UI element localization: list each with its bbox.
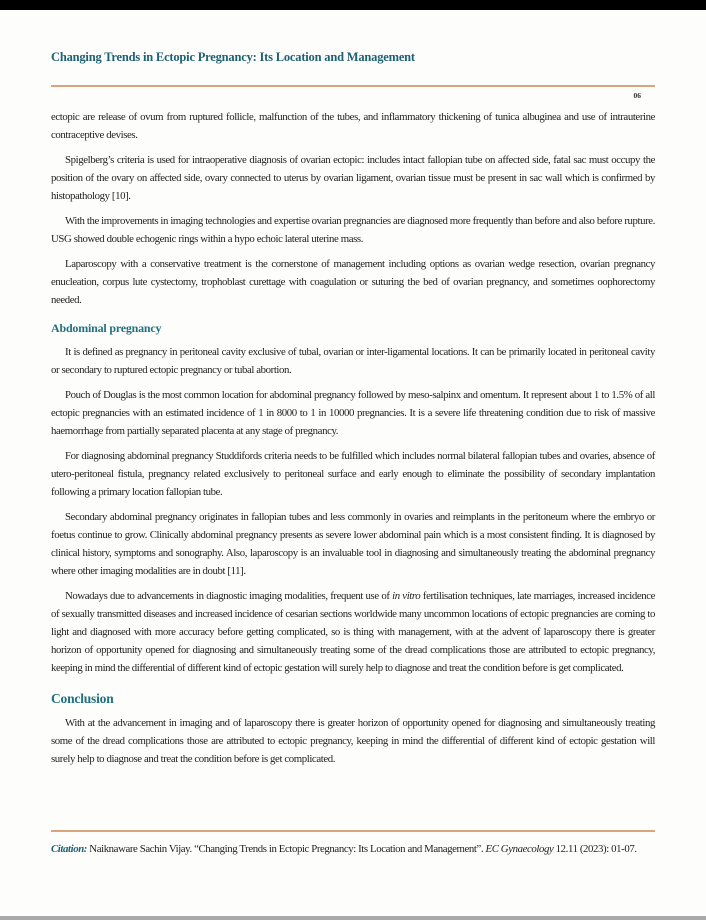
- section-heading-abdominal-pregnancy: Abdominal pregnancy: [51, 321, 162, 335]
- paragraph-abdominal-5: [51, 587, 655, 677]
- paper-page: [0, 10, 706, 916]
- in-vitro-italic-term: in vitro: [392, 590, 421, 602]
- paragraph-abdominal-3: For diagnosing abdominal pregnancy Studdifords criteria needs to be fulfilled which includes normal bilateral fallopian tubes and ovaries, absence of utero-peritoneal fistula, pregnancy related exclusively to peritoneal surface and early enough to eliminate the possibility of secondary implantation following a primary location fallopian tube.: [51, 450, 655, 498]
- footer-rule: [51, 830, 655, 832]
- citation-volume-pages: 12.11 (2023): 01-07.: [553, 843, 637, 855]
- citation-journal-name: EC Gynaecology: [485, 843, 554, 855]
- section-heading-conclusion: Conclusion: [51, 691, 114, 706]
- article-body: [51, 108, 655, 768]
- paragraph-abdominal-1: It is defined as pregnancy in peritoneal cavity exclusive of tubal, ovarian or inter-ligamental locations. It can be primarily located in peritoneal cavity or secondary to ruptured ectopic pregnancy or tubal abortion.: [51, 346, 655, 376]
- paragraph-abdominal-2: Pouch of Douglas is the most common location for abdominal pregnancy followed by meso-salpinx and omentum. It represent about 1 to 1.5% of all ectopic pregnancies with an estimated incidence of 1 in 8000 to 1 in 10000 pregnancies. It is a severe life threatening condition due to risk of massive haemorrhage from partially separated placenta at any stage of pregnancy.: [51, 389, 655, 437]
- paragraph-conclusion-1: With at the advancement in imaging and of laparoscopy there is greater horizon of opportunity opened for diagnosing and simultaneously treating some of the dread complications those are attributed to ectopic pregnancy, keeping in mind the differential of different kind of ectopic gestation will surely help to diagnose and treat the condition before is get complicated.: [51, 717, 655, 765]
- top-letterbox-bar: [0, 0, 706, 10]
- paragraph-abdominal-4: Secondary abdominal pregnancy originates in fallopian tubes and less commonly in ovaries and reimplants in the peritoneum where the embryo or foetus continue to grow. Clinically abdominal pregnancy presents as severe lower abdominal pain which is a most consistent finding. It is diagnosed by clinical history, symptoms and sonography. Also, laparoscopy is an invaluable tool in diagnosing and simultaneously treating the abdominal pregnancy where other imaging modalities are in doubt [11].: [51, 511, 655, 577]
- page-content: [51, 10, 655, 916]
- paragraph-intro-2: Spigelberg’s criteria is used for intraoperative diagnosis of ovarian ectopic: includes intact fallopian tube on affected side, fatal sac must occupy the position of the ovary on affected side, ovary connected to uterus by ovarian ligament, ovarian tissue must be present in sac wall which is confirmed by histopathology [10].: [51, 154, 655, 202]
- paragraph-intro-4: Laparoscopy with a conservative treatment is the cornerstone of management including options as ovarian wedge resection, ovarian pregnancy enucleation, corpus lute cystectomy, trophoblast curettage with coagulation or suturing the bed of ovarian pregnancy, and sometimes oophorectomy needed.: [51, 258, 655, 306]
- citation-label: Citation:: [51, 843, 87, 855]
- page-footer: [51, 830, 655, 860]
- header-rule: [51, 85, 655, 87]
- paragraph-intro-3: With the improvements in imaging technologies and expertise ovarian pregnancies are diagnosed more frequently than before and also before rupture. USG showed double echogenic rings within a hypo echoic lateral uterine mass.: [51, 215, 655, 245]
- paragraph-abdominal-5-text-end: fertilisation techniques, late marriages, increased incidence of sexually transmitted diseases and increased incidence of cesarian sections worldwide many uncommon locations of ectopic pregnancies are coming to light and diagnosed with more accuracy before getting complicated, so is thing with management, with at the advent of laparoscopy there is greater horizon of opportunity opened for diagnosing and simultaneously treating some of the dread complications those are attributed to ectopic pregnancy, keeping in mind the differential of different kind of ectopic gestation will surely help to diagnose and treat the condition before is get complicated.: [51, 590, 656, 674]
- paragraph-intro-1: ectopic are release of ovum from ruptured follicle, malfunction of the tubes, and inflammatory thickening of tunica albuginea and use of intrauterine contraceptive devises.: [51, 111, 655, 141]
- paragraph-abdominal-5-text-start: Nowadays due to advancements in diagnostic imaging modalities, frequent use of: [65, 590, 393, 602]
- bottom-letterbox-bar: [0, 916, 706, 920]
- citation-authors-and-title: Naiknaware Sachin Vijay. “Changing Trends in Ectopic Pregnancy: Its Location and Management”.: [87, 843, 486, 855]
- article-running-title: Changing Trends in Ectopic Pregnancy: Its Location and Management: [51, 50, 415, 64]
- page-number: 06: [633, 91, 641, 100]
- citation-line: [51, 839, 655, 860]
